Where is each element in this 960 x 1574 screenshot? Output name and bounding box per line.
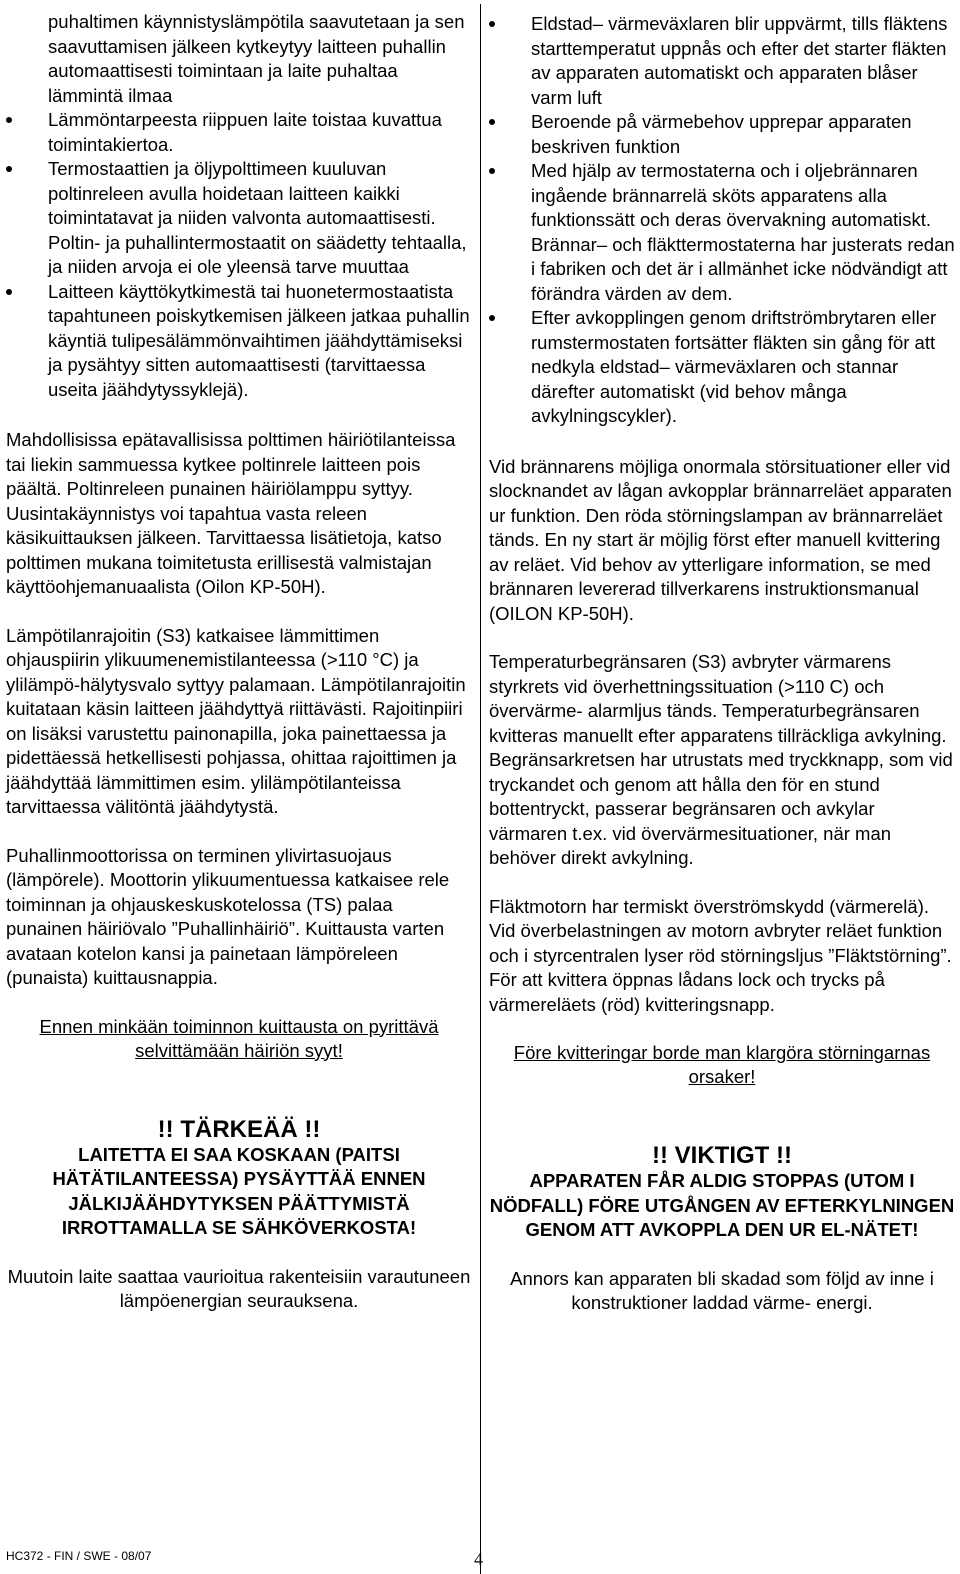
list-item [489, 159, 955, 306]
fi-underlined-notice: Ennen minkään toiminnon kuittausta on pyrittävä selvittämään häiriön syyt! [39, 1015, 439, 1061]
finnish-column [6, 0, 472, 1314]
list-item-text: Termostaattien ja öljypolttimeen kuuluvan poltinreleen avulla hoidetaan laitteen kaikki toimintatavat ja niiden valvonta automaattisesti. Poltin- ja puhallintermostaatit on säädetty tehtaalla, ja niiden arvoja ei ole yleensä tarve muuttaa [48, 158, 467, 277]
bullet-dot-icon [489, 119, 495, 125]
sv-warning-tail: Annors kan apparaten bli skadad som följd av inne i konstruktioner laddad värme- energi. [510, 1267, 934, 1313]
swedish-column [489, 0, 955, 1316]
footer-doc-code: HC372 - FIN / SWE - 08/07 [6, 1549, 152, 1563]
fi-paragraph-burner-fault: Mahdollisissa epätavallisissa polttimen häiriötilanteissa tai liekin sammuessa kytkee poltinrele laitteen pois päältä. Poltinreleen punainen häiriölamppu syttyy. Uusintakäynnistys voi tapahtua vasta releen käsikuittauksen jälkeen. Tarvittaessa lisätietoja, katso polttimen mukana toimitetusta erillisestä valmistajan käyttöohjemanuaalista (Oilon KP-50H). [6, 429, 456, 597]
bullet-dot-icon [489, 168, 495, 174]
bullet-dot-icon [489, 21, 495, 27]
column-divider [480, 4, 481, 1574]
fi-intro-continuation: puhaltimen käynnistyslämpötila saavutetaan ja sen saavuttamisen jälkeen kytkeytyy laitteen puhallin automaattisesti toimintaan ja laite puhaltaa lämmintä ilmaa [48, 11, 465, 106]
sv-paragraph-fan-motor: Fläktmotorn har termiskt överströmskydd (värmerelä). Vid överbelastningen av motorn avbryter reläet funktion och i styrcentralen lyser röd störningsljus ”Fläktstörning”. För att kvittera öppnas lådans lock och trycks på värmereläets (röd) kvitteringsnapp. [489, 895, 952, 1015]
list-item-text: Beroende på värmebehov upprepar apparaten beskriven funktion [531, 111, 912, 157]
bullet-dot-icon [489, 315, 495, 321]
list-item [6, 157, 472, 280]
sv-paragraph-burner-fault: Vid brännarens möjliga onormala störsituationer eller vid slocknandet av lågan avkopplar brännarreläet apparaten ur funktion. Den röda störningslampan av brännarreläet tänds. En ny start är möjlig först efter manuell kvittering av reläet. Vid behov av ytterligare information, se med brännaren levererad tillverkarens instruktionsmanual (OILON KP-50H). [489, 455, 952, 624]
list-item-text: Eldstad– värmeväxlaren blir uppvärmt, tills fläktens starttemperatut uppnås och efter det starter fläkten av apparaten automatiskt och apparaten blåser varm luft [531, 13, 948, 108]
bullet-dot-icon [6, 289, 12, 295]
sv-warning-body: APPARATEN FÅR ALDIG STOPPAS (UTOM I NÖDFALL) FÖRE UTGÅNGEN AV EFTERKYLNINGEN GENOM ATT AVKOPPLA DEN UR EL-NÄTET! [489, 1170, 955, 1240]
sv-bullet-list [489, 12, 955, 429]
list-item [6, 108, 472, 157]
list-item-text: Efter avkopplingen genom driftströmbrytaren eller rumstermostaten fortsätter fläkten sin gång för att nedkyla eldstad– värmeväxlaren och stannar därefter automatiskt (vid behov många avkylningscykler). [531, 307, 937, 426]
fi-bullet-list [6, 108, 472, 402]
list-item-text: Laitteen käyttökytkimestä tai huonetermostaatista tapahtuneen poiskytkemisen jälkeen jatkaa puhallin käyntiä tulipesälämmönvaihtimen jäähdyttämiseksi ja pysähtyy sitten automaattisesti (tarvittaessa useita jäähdytyssyklejä). [48, 280, 470, 400]
fi-warning-body: LAITETTA EI SAA KOSKAAN (PAITSI HÄTÄTILANTEESSA) PYSÄYTTÄÄ ENNEN JÄLKIJÄÄHDYTYKSEN PÄÄTTYMISTÄ IRROTTAMALLA SE SÄHKÖVERKOSTA! [52, 1143, 426, 1238]
list-item [6, 280, 472, 403]
fi-paragraph-temperature-limiter: Lämpötilanrajoitin (S3) katkaisee lämmittimen ohjauspiirin ylikuumenemistilanteessa (>110 °C) ja ylilämpö-hälytysvalo syttyy palamaan. Lämpötilanrajoitin kuitataan käsin laitteen jäähdyttyä riittävästi. Rajoitinpiiri on lisäksi varustettu painonapilla, joka painettaessa ja pidettäessä hetkellisesti pohjassa, ohittaa rajoittimen ja jäähdyttää lämmittimen esim. ylilämpötilanteissa tarvittaessa välitöntä jäähdytystä. [6, 624, 466, 817]
bullet-dot-icon [6, 166, 12, 172]
list-item [489, 306, 955, 429]
list-item-text: Med hjälp av termostaterna och i oljebrännaren ingående brännarrelä sköts apparatens alla funktionssätt och deras övervakning automatiskt. Brännar– och fläkttermostaterna har justerats redan i fabriken och det är i allmänhet icke nödvändigt att förändra värden av dem. [531, 160, 955, 304]
sv-paragraph-temperature-limiter: Temperaturbegränsaren (S3) avbryter värmarens styrkrets vid överhettningssituation (>110 C) och övervärme- alarmljus tänds. Temperaturbegränsaren kvitteras manuellt efter apparatens tillräckliga avkylning. Begränsarkretsen har utrustats med tryckknapp, som vid tryckandet och genom att hålla den för en stund bottentryckt, passerar begränsaren och avkylar värmaren t.ex. vid övervärmesituationer, när man behöver direkt avkylning. [489, 651, 953, 868]
bullet-dot-icon [6, 117, 12, 123]
page-number: 4 [474, 1549, 483, 1569]
list-item [489, 110, 955, 159]
fi-paragraph-fan-motor: Puhallinmoottorissa on terminen ylivirtasuojaus (lämpörele). Moottorin ylikuumentuessa katkaisee rele toiminnan ja ohjauskeskuskotelossa (TS) palaa punainen häiriövalo ”Puhallinhäiriö”. Kuittausta varten avataan kotelon kansi ja painetaan lämpöreleen (punaista) kuittausnappia. [6, 844, 450, 988]
sv-underlined-notice: Före kvitteringar borde man klargöra störningarnas orsaker! [513, 1042, 931, 1087]
sv-warning-title: !! VIKTIGT !! [652, 1142, 792, 1169]
fi-warning-title: !! TÄRKEÄÄ !! [157, 1115, 321, 1143]
fi-warning-tail: Muutoin laite saattaa vaurioitua rakenteisiin varautuneen lämpöenergian seurauksena. [7, 1265, 471, 1311]
list-item-text: Lämmöntarpeesta riippuen laite toistaa kuvattua toimintakiertoa. [48, 109, 442, 155]
list-item [489, 12, 955, 110]
